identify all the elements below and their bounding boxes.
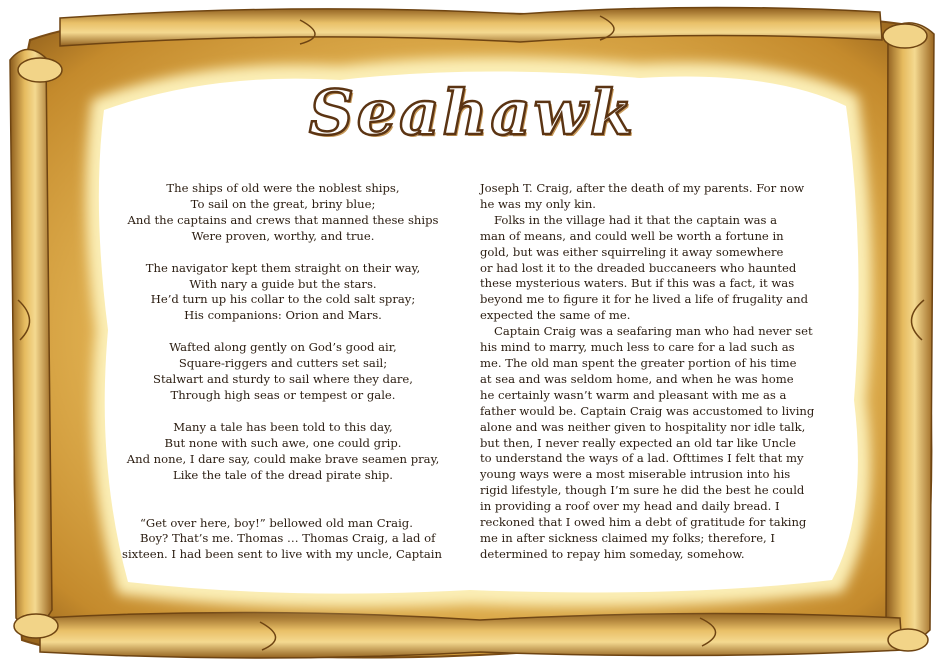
prose-line: his mind to marry, much less to care for a lad such as	[480, 340, 795, 355]
prose-line: he certainly wasn’t warm and pleasant with me as a	[480, 387, 787, 402]
poem-line: The ships of old were the noblest ships,	[166, 181, 400, 195]
prose-line: alone and was neither given to hospitality nor idle talk,	[480, 419, 806, 434]
poem-line: Square-riggers and cutters set sail;	[178, 356, 388, 371]
prose-line: father would be. Captain Craig was accustomed to living	[480, 403, 815, 418]
prose-line: gold, but was either squirreling it away somewhere	[480, 244, 784, 259]
poem-stanza-1	[122, 181, 444, 245]
prose-line: determined to repay him someday, somehow.	[480, 546, 745, 561]
poem-line: His companions: Orion and Mars.	[184, 308, 382, 323]
prose-line: in providing a roof over my head and daily bread. I	[480, 499, 780, 514]
prose-line: me. The old man spent the greater portion of his time	[480, 355, 797, 370]
prose-line: but then, I never really expected an old tar like Uncle	[480, 435, 797, 450]
prose-line: beyond me to figure it for he lived a life of frugality and	[480, 292, 809, 307]
poem-line: Like the tale of the dread pirate ship.	[173, 467, 393, 482]
prose-line: me in after sickness claimed my folks; therefore, I	[480, 530, 776, 545]
right-column	[480, 181, 828, 563]
prose-line: “Get over here, boy!” bellowed old man Craig.	[140, 515, 413, 530]
poem-line: And none, I dare say, could make brave seamen pray,	[126, 451, 440, 466]
prose-line: sixteen. I had been sent to live with my uncle, Captain	[122, 547, 442, 562]
prose-line: young ways were a most miserable intrusion into his	[480, 467, 791, 482]
prose-line: he was my only kin.	[480, 196, 596, 211]
poem-line: With nary a guide but the stars.	[189, 276, 377, 291]
prose-line: Captain Craig was a seafaring man who had never set	[494, 324, 813, 339]
prose-line: rigid lifestyle, though I’m sure he did the best he could	[480, 483, 805, 498]
prose-line: man of means, and could well be worth a fortune in	[480, 228, 784, 243]
prose-line: reckoned that I owed him a debt of gratitude for taking	[480, 515, 807, 530]
prose-line: Boy? That’s me. Thomas … Thomas Craig, a lad of	[140, 531, 436, 546]
story-opening-paragraph	[122, 516, 444, 564]
poem-line: But none with such awe, one could grip.	[164, 435, 402, 450]
poem-line: Through high seas or tempest or gale.	[170, 387, 396, 402]
left-column	[122, 181, 444, 563]
poem-line: To sail on the great, briny blue;	[190, 196, 376, 211]
prose-line: at sea and was seldom home, and when he was home	[480, 371, 794, 386]
poem-line: He’d turn up his collar to the cold salt spray;	[150, 292, 416, 307]
prose-line: these mysterious waters. But if this was a fact, it was	[480, 276, 795, 291]
poem-line: The navigator kept them straight on their way,	[145, 260, 421, 275]
prose-line: Joseph T. Craig, after the death of my parents. For now	[480, 181, 805, 195]
poem-stanza-4	[122, 420, 444, 484]
prose-line: Folks in the village had it that the captain was a	[494, 212, 778, 227]
poem-stanza-2	[122, 261, 444, 325]
prose-line: to understand the ways of a lad. Ofttimes I felt that my	[480, 451, 804, 466]
prose-line: expected the same of me.	[480, 308, 631, 323]
poem-line: Stalwart and sturdy to sail where they dare,	[153, 372, 413, 387]
poem-line: And the captains and crews that manned these ships	[127, 212, 439, 227]
prose-line: or had lost it to the dreaded buccaneers who haunted	[480, 260, 797, 275]
poem-line: Many a tale has been told to this day,	[173, 419, 393, 434]
page-title: Seahawk	[309, 76, 636, 149]
poem-line: Were proven, worthy, and true.	[191, 228, 375, 243]
poem-stanza-3	[122, 340, 444, 404]
poem-line: Wafted along gently on God’s good air,	[169, 340, 397, 355]
